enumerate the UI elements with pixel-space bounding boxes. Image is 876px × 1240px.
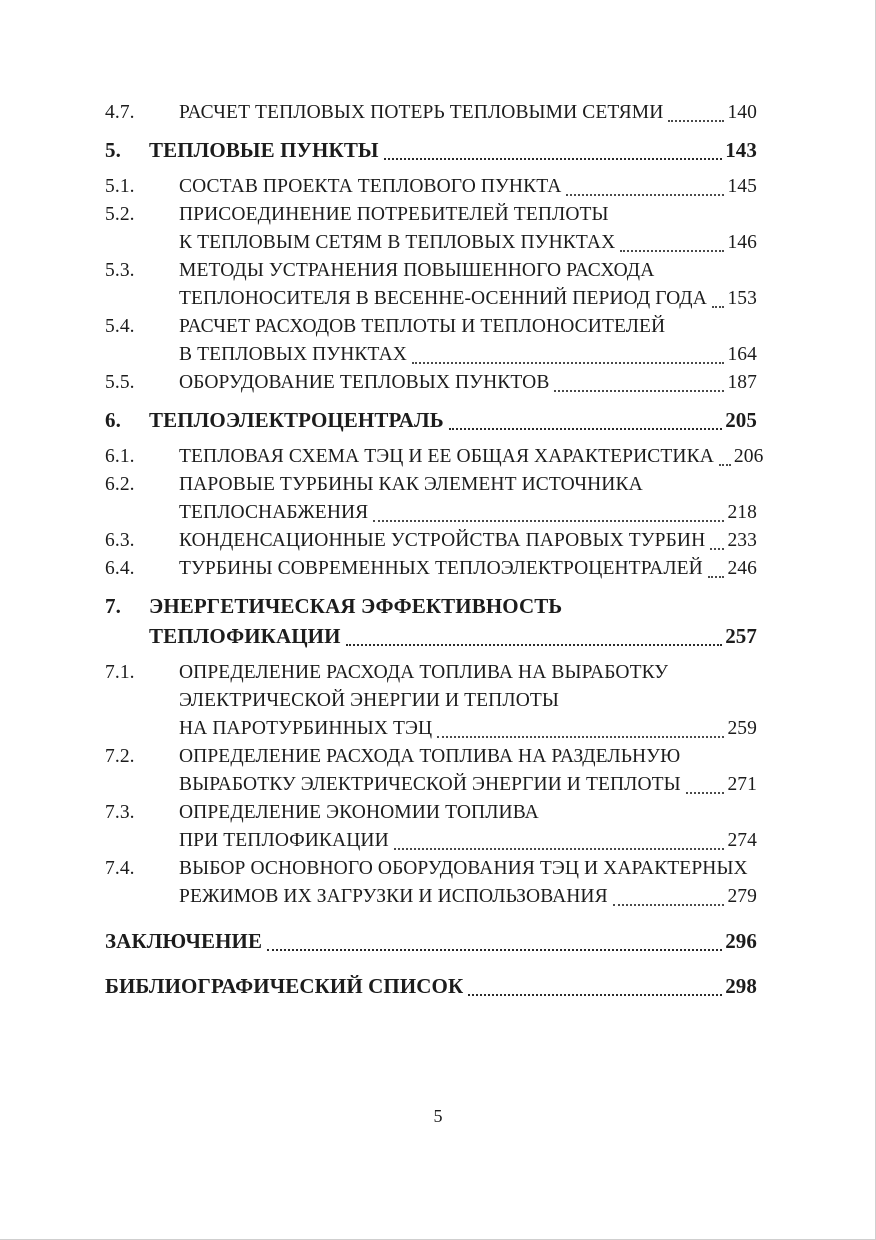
toc-entry-line (105, 971, 757, 1001)
dot-leader (620, 229, 724, 257)
toc-entry (105, 926, 757, 956)
toc-entry (105, 527, 757, 555)
toc-entry (105, 471, 757, 527)
toc-entry-title: ОПРЕДЕЛЕНИЕ РАСХОДА ТОПЛИВА НА РАЗДЕЛЬНУЮ (179, 746, 681, 767)
toc-entry-page-number: 146 (727, 232, 757, 253)
toc-entry (105, 369, 757, 397)
toc-entry-title: ТЕПЛОСНАБЖЕНИЯ (179, 502, 369, 523)
toc-entry-body (105, 971, 757, 1001)
dot-leader (384, 135, 723, 165)
toc-entry-number: 5.4. (105, 316, 135, 337)
toc-entry-title: СОСТАВ ПРОЕКТА ТЕПЛОВОГО ПУНКТА (179, 176, 562, 197)
toc-entry-page-number: 145 (727, 176, 757, 197)
toc-entry-page-number: 257 (725, 624, 757, 648)
toc-entry-line (179, 257, 757, 285)
toc-entry-page-number: 143 (725, 138, 757, 162)
toc-entry-page-number: 296 (725, 929, 757, 953)
toc-entry-title: НА ПАРОТУРБИННЫХ ТЭЦ (179, 718, 433, 739)
toc-entry-body (179, 659, 757, 743)
toc-entry-number: 6.2. (105, 474, 135, 495)
toc-entry-number: 5.2. (105, 204, 135, 225)
toc-entry-title: ОБОРУДОВАНИЕ ТЕПЛОВЫХ ПУНКТОВ (179, 372, 550, 393)
toc-entry-line (179, 743, 757, 771)
toc-entry-title: ПАРОВЫЕ ТУРБИНЫ КАК ЭЛЕМЕНТ ИСТОЧНИКА (179, 474, 643, 495)
toc-entry-number: 7.1. (105, 662, 135, 683)
dot-leader (566, 173, 724, 201)
page-number: 5 (433, 1106, 443, 1126)
toc-entry-title: ВЫРАБОТКУ ЭЛЕКТРИЧЕСКОЙ ЭНЕРГИИ И ТЕПЛОТЫ (179, 774, 681, 795)
toc-entry-title: ТЕПЛОНОСИТЕЛЯ В ВЕСЕННЕ-ОСЕННИЙ ПЕРИОД ГОДА (179, 288, 707, 309)
toc-entry-line (149, 135, 757, 165)
dot-leader (668, 99, 724, 127)
dot-leader (554, 369, 724, 397)
toc-entry-number: 5. (105, 138, 121, 162)
toc-entry (105, 855, 757, 911)
toc-entry-title: КОНДЕНСАЦИОННЫЕ УСТРОЙСТВА ПАРОВЫХ ТУРБИН (179, 530, 706, 551)
toc-entry-line (149, 591, 757, 621)
toc-entry-title: ВЫБОР ОСНОВНОГО ОБОРУДОВАНИЯ ТЭЦ И ХАРАКТЕРНЫХ (179, 858, 748, 879)
dot-leader (686, 771, 725, 799)
toc-entry (105, 743, 757, 799)
toc-entry (105, 591, 757, 651)
toc-entry-body (179, 799, 757, 855)
toc-entry-body (179, 443, 764, 471)
toc-entry-line (179, 527, 757, 555)
toc-entry-number: 7. (105, 594, 121, 618)
toc-entry-number: 5.5. (105, 372, 135, 393)
toc-entry-number: 7.3. (105, 802, 135, 823)
toc-entry (105, 971, 757, 1001)
toc-entry-number: 5.3. (105, 260, 135, 281)
toc-entry-line (179, 201, 757, 229)
toc-entry (105, 135, 757, 165)
toc-entry-page-number: 187 (727, 372, 757, 393)
toc-entry-page-number: 259 (727, 718, 757, 739)
toc-entry-number: 5.1. (105, 176, 135, 197)
toc-entry-page-number: 246 (727, 558, 757, 579)
toc-entry-title: ТЕПЛОВАЯ СХЕМА ТЭЦ И ЕЕ ОБЩАЯ ХАРАКТЕРИСТИКА (179, 446, 714, 467)
dot-leader (613, 883, 725, 911)
toc-entry-page-number: 153 (727, 288, 757, 309)
toc-entry-number: 7.2. (105, 746, 135, 767)
toc-entry-title: РАСЧЕТ ТЕПЛОВЫХ ПОТЕРЬ ТЕПЛОВЫМИ СЕТЯМИ (179, 102, 664, 123)
toc-entry-title: БИБЛИОГРАФИЧЕСКИЙ СПИСОК (105, 974, 464, 998)
dot-leader (346, 621, 723, 651)
toc-entry-body (179, 471, 757, 527)
toc-entry-body (179, 257, 757, 313)
toc-entry-title: ЗАКЛЮЧЕНИЕ (105, 929, 263, 953)
dot-leader (708, 555, 725, 583)
toc-entry-line (179, 827, 757, 855)
toc-entry-line (179, 341, 757, 369)
toc-entry-title: ПРИСОЕДИНЕНИЕ ПОТРЕБИТЕЛЕЙ ТЕПЛОТЫ (179, 204, 609, 225)
toc-entry-line (149, 405, 757, 435)
toc-entry-line (179, 555, 757, 583)
dot-leader (468, 971, 722, 1001)
toc-entry-body (179, 555, 757, 583)
toc-entry-body (179, 173, 757, 201)
toc-entry-body (179, 369, 757, 397)
toc-entry-line (179, 771, 757, 799)
toc-entry-number: 4.7. (105, 102, 135, 123)
dot-leader (373, 499, 724, 527)
dot-leader (449, 405, 722, 435)
toc-entry (105, 257, 757, 313)
toc-entry-line (179, 471, 757, 499)
toc-entry-title: ЭЛЕКТРИЧЕСКОЙ ЭНЕРГИИ И ТЕПЛОТЫ (179, 690, 559, 711)
toc-entry-line (179, 659, 757, 687)
dot-leader (267, 926, 722, 956)
toc-entry-page-number: 271 (727, 774, 757, 795)
toc-entry-title: ТЕПЛОВЫЕ ПУНКТЫ (149, 138, 379, 162)
toc-entry-line (179, 99, 757, 127)
toc-entry (105, 313, 757, 369)
toc-entry-page-number: 279 (727, 886, 757, 907)
dot-leader (412, 341, 724, 369)
toc-entry-line (179, 229, 757, 257)
toc-entry-body (179, 743, 757, 799)
toc-entry (105, 443, 764, 471)
toc-entry-title: ТУРБИНЫ СОВРЕМЕННЫХ ТЕПЛОЭЛЕКТРОЦЕНТРАЛЕЙ (179, 558, 703, 579)
toc-entry-number: 7.4. (105, 858, 135, 879)
toc-entry-line (179, 285, 757, 313)
dot-leader (712, 285, 725, 313)
toc-entry-title: ОПРЕДЕЛЕНИЕ ЭКОНОМИИ ТОПЛИВА (179, 802, 539, 823)
dot-leader (719, 443, 731, 471)
toc-entry-body (149, 591, 757, 651)
toc-entry-line (179, 855, 757, 883)
toc-entry-body (179, 313, 757, 369)
toc-entry (105, 659, 757, 743)
toc-entry-title: ПРИ ТЕПЛОФИКАЦИИ (179, 830, 389, 851)
toc-entry-title: ОПРЕДЕЛЕНИЕ РАСХОДА ТОПЛИВА НА ВЫРАБОТКУ (179, 662, 669, 683)
toc-entry-title: МЕТОДЫ УСТРАНЕНИЯ ПОВЫШЕННОГО РАСХОДА (179, 260, 655, 281)
toc-entry-line (179, 499, 757, 527)
toc-entry-body (179, 99, 757, 127)
dot-leader (710, 527, 724, 555)
toc-entry-line (179, 799, 757, 827)
toc-entry (105, 173, 757, 201)
toc-entry-title: РЕЖИМОВ ИХ ЗАГРУЗКИ И ИСПОЛЬЗОВАНИЯ (179, 886, 608, 907)
toc-entry-line (149, 621, 757, 651)
toc-entry-page-number: 206 (733, 446, 764, 467)
toc-list (105, 99, 764, 1001)
toc-entry-number: 6.4. (105, 558, 135, 579)
toc-entry-title: К ТЕПЛОВЫМ СЕТЯМ В ТЕПЛОВЫХ ПУНКТАХ (179, 232, 616, 253)
toc-entry-page-number: 205 (725, 408, 757, 432)
toc-entry (105, 799, 757, 855)
toc-entry-title: ТЕПЛОЭЛЕКТРОЦЕНТРАЛЬ (149, 408, 444, 432)
toc-entry-number: 6.1. (105, 446, 135, 467)
toc-entry-title: РАСЧЕТ РАСХОДОВ ТЕПЛОТЫ И ТЕПЛОНОСИТЕЛЕЙ (179, 316, 666, 337)
toc-entry-title: В ТЕПЛОВЫХ ПУНКТАХ (179, 344, 407, 365)
toc-entry (105, 99, 757, 127)
toc-entry-page-number: 274 (727, 830, 757, 851)
toc-entry-number: 6. (105, 408, 121, 432)
dot-leader (437, 715, 724, 743)
toc-entry-body (179, 201, 757, 257)
toc-entry-body (149, 135, 757, 165)
dot-leader (394, 827, 725, 855)
toc-entry-body (149, 405, 757, 435)
toc-entry-line (179, 313, 757, 341)
toc-entry-page-number: 218 (727, 502, 757, 523)
toc-entry-line (179, 369, 757, 397)
toc-entry-number: 6.3. (105, 530, 135, 551)
toc-entry-body (179, 855, 757, 911)
toc-entry-body (105, 926, 757, 956)
toc-entry-line (179, 173, 757, 201)
toc-entry (105, 555, 757, 583)
toc-entry-body (179, 527, 757, 555)
toc-entry-page-number: 164 (727, 344, 757, 365)
toc-entry-page-number: 140 (727, 102, 757, 123)
toc-entry-line (179, 715, 757, 743)
toc-entry-title: ЭНЕРГЕТИЧЕСКАЯ ЭФФЕКТИВНОСТЬ (149, 594, 563, 618)
toc-entry (105, 201, 757, 257)
toc-entry-page-number: 298 (725, 974, 757, 998)
toc-entry-line (179, 443, 764, 471)
toc-entry (105, 405, 757, 435)
toc-entry-title: ТЕПЛОФИКАЦИИ (149, 624, 341, 648)
toc-entry-line (105, 926, 757, 956)
toc-entry-line (179, 687, 757, 715)
toc-entry-line (179, 883, 757, 911)
toc-entry-page-number: 233 (727, 530, 757, 551)
